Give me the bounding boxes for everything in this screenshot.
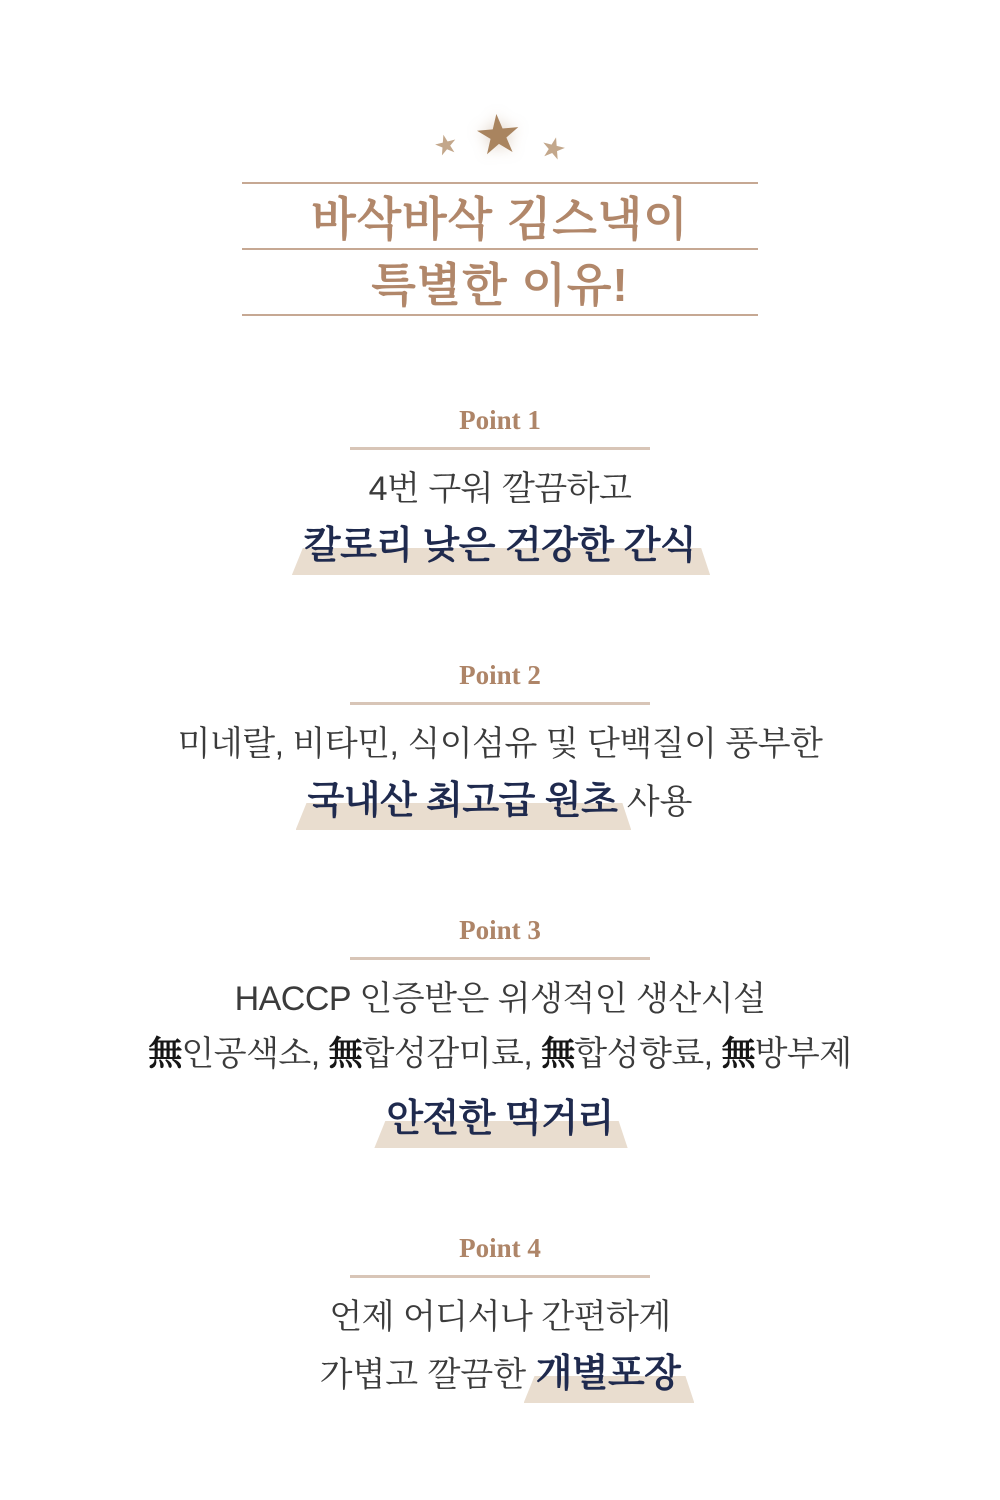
highlighted-text: 개별포장 (536, 1350, 681, 1399)
point-4-section (0, 1234, 1000, 1399)
segment-text: 방부제 (754, 1034, 852, 1073)
point-2-highlight-line (0, 777, 1000, 826)
point-4-text: 언제 어디서나 간편하게 (329, 1297, 671, 1336)
point-3-highlight-line (0, 1095, 1000, 1144)
mu-character: 無 (541, 1034, 575, 1073)
page-title-line1: 바삭바삭 김스낵이 (311, 193, 689, 245)
point-3-text-2 (0, 1030, 1000, 1079)
point-1-label: Point 1 (459, 405, 541, 435)
point-4-label: Point 4 (459, 1233, 541, 1264)
page-title-line2: 특별한 이유! (371, 259, 629, 311)
mu-character: 無 (328, 1034, 362, 1073)
point-4-highlight-line (0, 1350, 1000, 1399)
segment-text: 인공색소, (181, 1034, 329, 1073)
point-3-underline (350, 957, 650, 960)
point-2-label: Point 2 (459, 660, 541, 691)
point-2-section (0, 661, 1000, 826)
mu-character: 無 (148, 1034, 182, 1073)
highlighted-text: 국내산 최고급 원초 (308, 777, 618, 826)
point-1-text: 4번 구워 깔끔하고 (368, 469, 632, 508)
highlighted-text: 안전한 먹거리 (386, 1095, 613, 1144)
point-2-text: 미네랄, 비타민, 식이섬유 및 단백질이 풍부한 (177, 724, 823, 763)
point-4-underline (350, 1275, 650, 1278)
segment-text: 합성감미료, (361, 1034, 542, 1073)
mu-character: 無 (721, 1034, 755, 1073)
highlighted-text: 칼로리 낮은 건강한 간식 (304, 522, 696, 571)
point-3-section (0, 916, 1000, 1144)
point-3-label: Point 3 (459, 915, 541, 946)
star-icon: ★ (430, 127, 462, 163)
title-block (0, 182, 1000, 316)
highlight-suffix-text: 사용 (617, 782, 693, 821)
segment-text: 합성향료, (574, 1034, 722, 1073)
stars-decoration (0, 103, 1000, 170)
point-1-highlight-line (0, 522, 1000, 571)
star-icon: ★ (536, 130, 570, 168)
point-2-underline (350, 702, 650, 705)
point-3-text-1: HACCP 인증받은 위생적인 생산시설 (234, 979, 766, 1018)
highlight-prefix-text: 가볍고 깔끔한 (319, 1355, 536, 1394)
point-1-underline (350, 447, 650, 450)
star-icon: ★ (471, 103, 525, 167)
point-1-section (0, 406, 1000, 571)
